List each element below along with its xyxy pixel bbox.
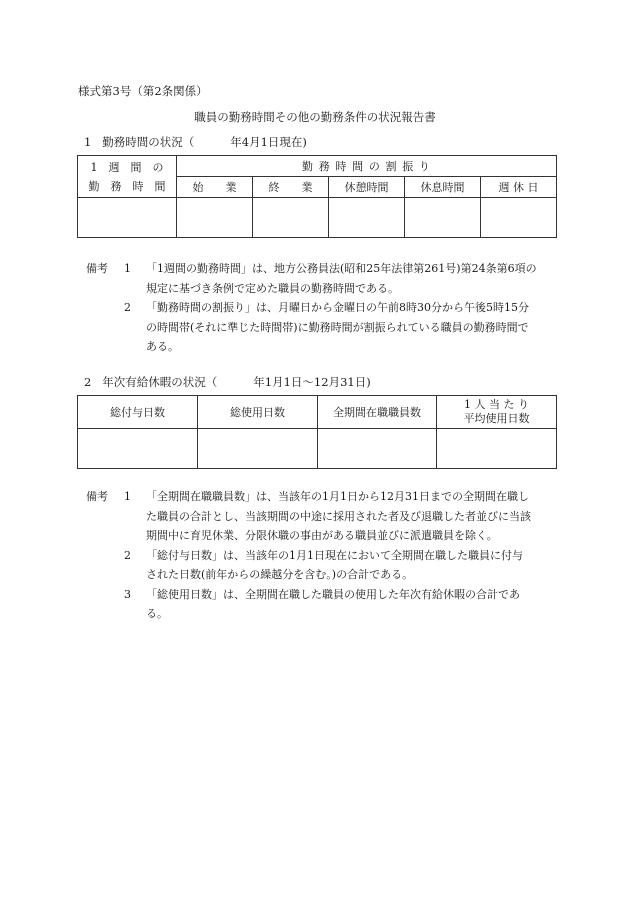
notes-label: 備考 xyxy=(86,490,108,503)
section2-date: 年1月1日～12月31日) xyxy=(253,375,371,389)
section1-date: 年4月1日現在) xyxy=(230,135,307,149)
note-line: 「全期間在職職員数」は、当該年の1月1日から12月31日までの全期間在職し xyxy=(146,490,529,503)
note-line: された日数(前年からの繰越分を含む。)の合計である。 xyxy=(146,568,414,581)
cell-break-time xyxy=(329,198,405,238)
section2-notes xyxy=(86,487,556,624)
note-line: る。 xyxy=(146,607,168,620)
note-text xyxy=(146,298,556,357)
note-text xyxy=(146,259,556,298)
note-text xyxy=(146,546,556,585)
note-item xyxy=(86,487,556,546)
section2-label: 年次有給休暇の状況（ xyxy=(102,375,218,389)
section1-number: 1 xyxy=(84,135,92,149)
note-number: 2 xyxy=(124,301,131,314)
weekly-hours-header xyxy=(78,156,177,198)
cell-end xyxy=(253,198,329,238)
col-total-granted-days: 総付与日数 xyxy=(78,396,198,429)
section2-number: 2 xyxy=(84,375,92,389)
cell-rest-time xyxy=(405,198,481,238)
note-item xyxy=(86,546,556,585)
cell-start xyxy=(177,198,253,238)
note-line: 「総付与日数」は、当該年の1月1日現在において全期間在職した職員に付与 xyxy=(146,548,523,562)
document-title: 職員の勤務時間その他の勤務条件の状況報告書 xyxy=(194,110,436,124)
note-number: 3 xyxy=(124,587,131,601)
note-line: た職員の合計とし、当該期間の中途に採用された者及び退職した者並びに当該 xyxy=(146,509,531,523)
col-end: 終 業 xyxy=(253,177,329,198)
note-line: 「勤務時間の割振り」は、月曜日から金曜日の午前8時30分から午後5時15分 xyxy=(146,301,529,314)
note-line: ある。 xyxy=(146,340,179,353)
note-text xyxy=(146,585,556,624)
note-line: 「1週間の勤務時間」は、地方公務員法(昭和25年法律第261号)第24条第6項の xyxy=(146,262,537,275)
col-total-used-days: 総使用日数 xyxy=(198,396,318,429)
average-used-line1: 1 人 当 た り xyxy=(464,398,529,411)
cell-weekly-holiday xyxy=(481,198,557,238)
note-number: 1 xyxy=(124,262,131,275)
col-start: 始 業 xyxy=(177,177,253,198)
col-full-period-staff: 全期間在職職員数 xyxy=(318,396,437,429)
section1-heading xyxy=(84,134,307,150)
weekly-hours-header-line2: 勤 務 時 間 xyxy=(88,179,166,193)
cell-weekly-hours xyxy=(78,198,177,238)
cell-total-used-days xyxy=(198,429,318,469)
cell-full-period-staff xyxy=(318,429,437,469)
average-used-line2: 平均使用日数 xyxy=(463,412,530,425)
note-text xyxy=(146,487,556,546)
working-hours-table xyxy=(77,155,557,238)
note-line: 規定に基づき条例で定めた職員の勤務時間である。 xyxy=(146,281,399,295)
allocation-header: 勤 務 時 間 の 割 振 り xyxy=(177,156,557,177)
section1-notes xyxy=(86,259,556,357)
note-number: 1 xyxy=(124,490,131,503)
weekly-hours-header-line1: 1 週 間 の xyxy=(90,160,164,174)
form-number: 様式第3号（第2条関係） xyxy=(78,84,208,98)
section1-label: 勤務時間の状況（ xyxy=(102,135,195,149)
col-average-used-days xyxy=(437,396,557,429)
cell-average-used-days xyxy=(437,429,557,469)
note-item xyxy=(86,585,556,624)
note-line: の時間帯(それに準じた時間帯)に勤務時間が割振られている職員の勤務時間で xyxy=(146,320,529,334)
section2-heading xyxy=(84,374,371,390)
note-item xyxy=(86,259,556,298)
note-line: 「総使用日数」は、全期間在職した職員の使用した年次有給休暇の合計であ xyxy=(146,587,520,601)
col-weekly-holiday: 週 休 日 xyxy=(481,177,557,198)
note-line: 期間中に育児休業、分限休職の事由がある職員並びに派遣職員を除く。 xyxy=(146,529,498,542)
note-number: 2 xyxy=(124,548,131,562)
col-rest-time: 休息時間 xyxy=(405,177,481,198)
col-break-time: 休憩時間 xyxy=(329,177,405,198)
annual-leave-table xyxy=(77,395,557,469)
cell-total-granted-days xyxy=(78,429,198,469)
note-item xyxy=(86,298,556,357)
notes-label: 備考 xyxy=(86,262,108,275)
